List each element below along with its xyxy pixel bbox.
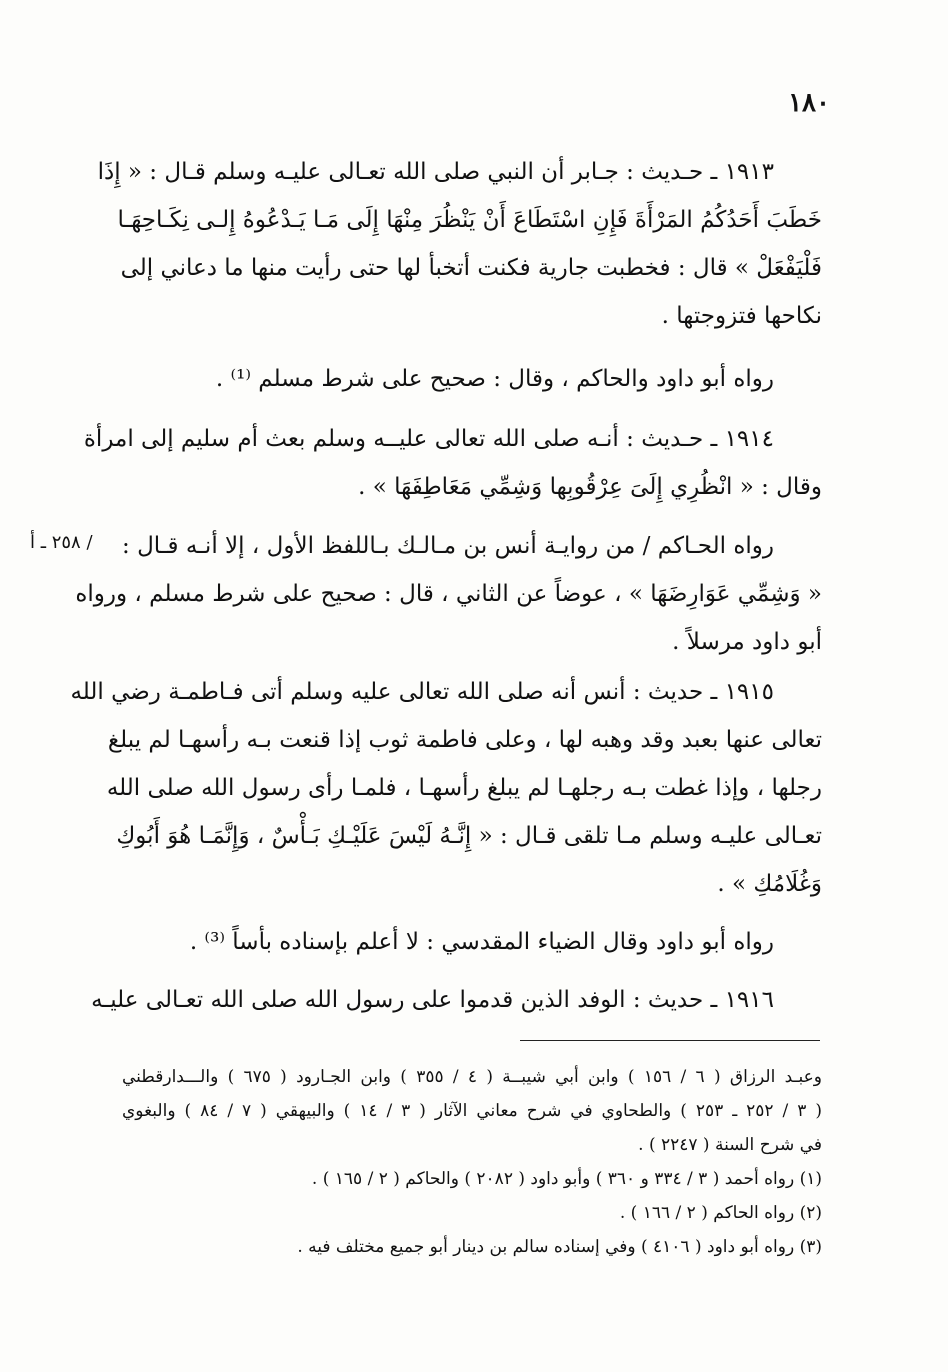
footnote-continuation-line-1: وعبـد الرزاق ( ٦ / ١٥٦ ) وابن أبي شيبــة ( ٤ / ٣٥٥ ) وابن الجـارود ( ٦٧٥ ) والـــدارقطني bbox=[122, 1067, 822, 1087]
hadith-1913-source-line: رواه أبو داود والحاكم ، وقال : صحيح على شرط مسلم ⁽¹⁾ . bbox=[215, 366, 774, 392]
footnote-divider bbox=[520, 1040, 820, 1041]
hadith-1916 bbox=[91, 976, 822, 1024]
hadith-1913-source bbox=[122, 355, 822, 403]
hadith-1915 bbox=[70, 668, 822, 908]
hadith-1915-line-4: تعـالى عليـه وسلم مـا تلقى قـال : « إِنَّـهُ لَيْسَ عَلَيْـكِ بَـأْسٌ ، وَإِنَّمَـا هُوَ أَبُوكِ bbox=[116, 823, 822, 849]
hadith-1914-line-2: وقال : « انْظُرِي إِلَىَ عِرْقُوبِها وَشِمِّي مَعَاطِفَهَا » . bbox=[358, 474, 822, 500]
hadith-1914 bbox=[83, 415, 822, 511]
hadith-1913 bbox=[97, 148, 822, 340]
footnote-3: (٣) رواه أبو داود ( ٤١٠٦ ) وفي إسناده سالم بن دينار أبو جميع مختلف فيه . bbox=[297, 1237, 822, 1257]
hadith-1915-line-1: ١٩١٥ ـ حديث : أنس أنه صلى الله تعالى عليه وسلم أتى فـاطمـة رضي الله bbox=[70, 679, 774, 705]
hadith-1915-source-line: رواه أبو داود وقال الضياء المقدسي : لا أعلم بإسناده بأساً ⁽³⁾ . bbox=[189, 929, 774, 955]
hadith-1915-line-3: رجلها ، وإذا غطت بـه رجلهـا لم يبلغ رأسهـا ، فلمـا رأى رسول الله صلى الله bbox=[106, 775, 822, 801]
footnote-2: (٢) رواه الحاكم ( ٢ / ١٦٦ ) . bbox=[619, 1203, 822, 1223]
hadith-1913-line-2: خَطَبَ أَحَدُكُمُ المَرْأَةَ فَإِنِ اسْتَطَاعَ أَنْ يَنْظُرَ مِنْهَا إِلَى مَـا يَـدْعُوهُ إِلـى نِكَـاحِهَـا bbox=[117, 207, 822, 233]
hadith-1916-line-1: ١٩١٦ ـ حديث : الوفد الذين قدموا على رسول الله صلى الله تعـالى عليـه bbox=[91, 987, 774, 1013]
manuscript-folio-note: / ٢٥٨ ـ أ bbox=[30, 532, 93, 553]
hadith-1915-line-2: تعالى عنها بعبد وقد وهبه لها ، وعلى فاطمة ثوب إذا قنعت بـه رأسهـا لم يبلغ bbox=[107, 727, 822, 753]
footnotes bbox=[122, 1060, 822, 1264]
hadith-1914-line-1: ١٩١٤ ـ حـديث : أنـه صلى الله تعالى عليــه وسلم بعث أم سليم إلى امرأة bbox=[83, 426, 774, 452]
hadith-1913-line-3: فَلْيَفْعَلْ » قال : فخطبت جارية فكنت أتخبأ لها حتى رأيت منها ما دعاني إلى bbox=[120, 255, 822, 281]
hadith-1913-line-4: نكاحها فتزوجتها . bbox=[661, 303, 822, 329]
hadith-1914-source-line-2: « وَشِمِّي عَوَارِضَهَا » ، عوضاً عن الثاني ، قال : صحيح على شرط مسلم ، ورواه bbox=[75, 581, 822, 607]
page-number: ١٨٠ bbox=[788, 88, 830, 118]
hadith-1914-source-line-1: رواه الحـاكم / من روايـة أنس بن مـالـك بـاللفظ الأول ، إلا أنـه قـال : bbox=[122, 533, 774, 559]
hadith-1913-line-1: ١٩١٣ ـ حـديث : جـابر أن النبي صلى الله تعـالى عليـه وسلم قـال : « إِذَا bbox=[97, 159, 774, 185]
hadith-1914-source bbox=[75, 522, 822, 666]
hadith-1915-source bbox=[122, 918, 822, 966]
hadith-1915-line-5: وَغُلَامُكِ » . bbox=[717, 871, 822, 897]
footnote-1: (١) رواه أحمد ( ٣ / ٣٣٤ و ٣٦٠ ) وأبو داود ( ٢٠٨٢ ) والحاكم ( ٢ / ١٦٥ ) . bbox=[311, 1169, 822, 1189]
hadith-1914-source-line-3: أبو داود مرسلاً . bbox=[672, 629, 822, 655]
footnote-continuation-line-3: في شرح السنة ( ٢٢٤٧ ) . bbox=[638, 1135, 822, 1155]
footnote-continuation-line-2: ( ٣ / ٢٥٢ ـ ٢٥٣ ) والطحاوي في شرح معاني الآثار ( ٣ / ١٤ ) والبيهقي ( ٧ / ٨٤ ) والبغوي bbox=[122, 1101, 822, 1121]
